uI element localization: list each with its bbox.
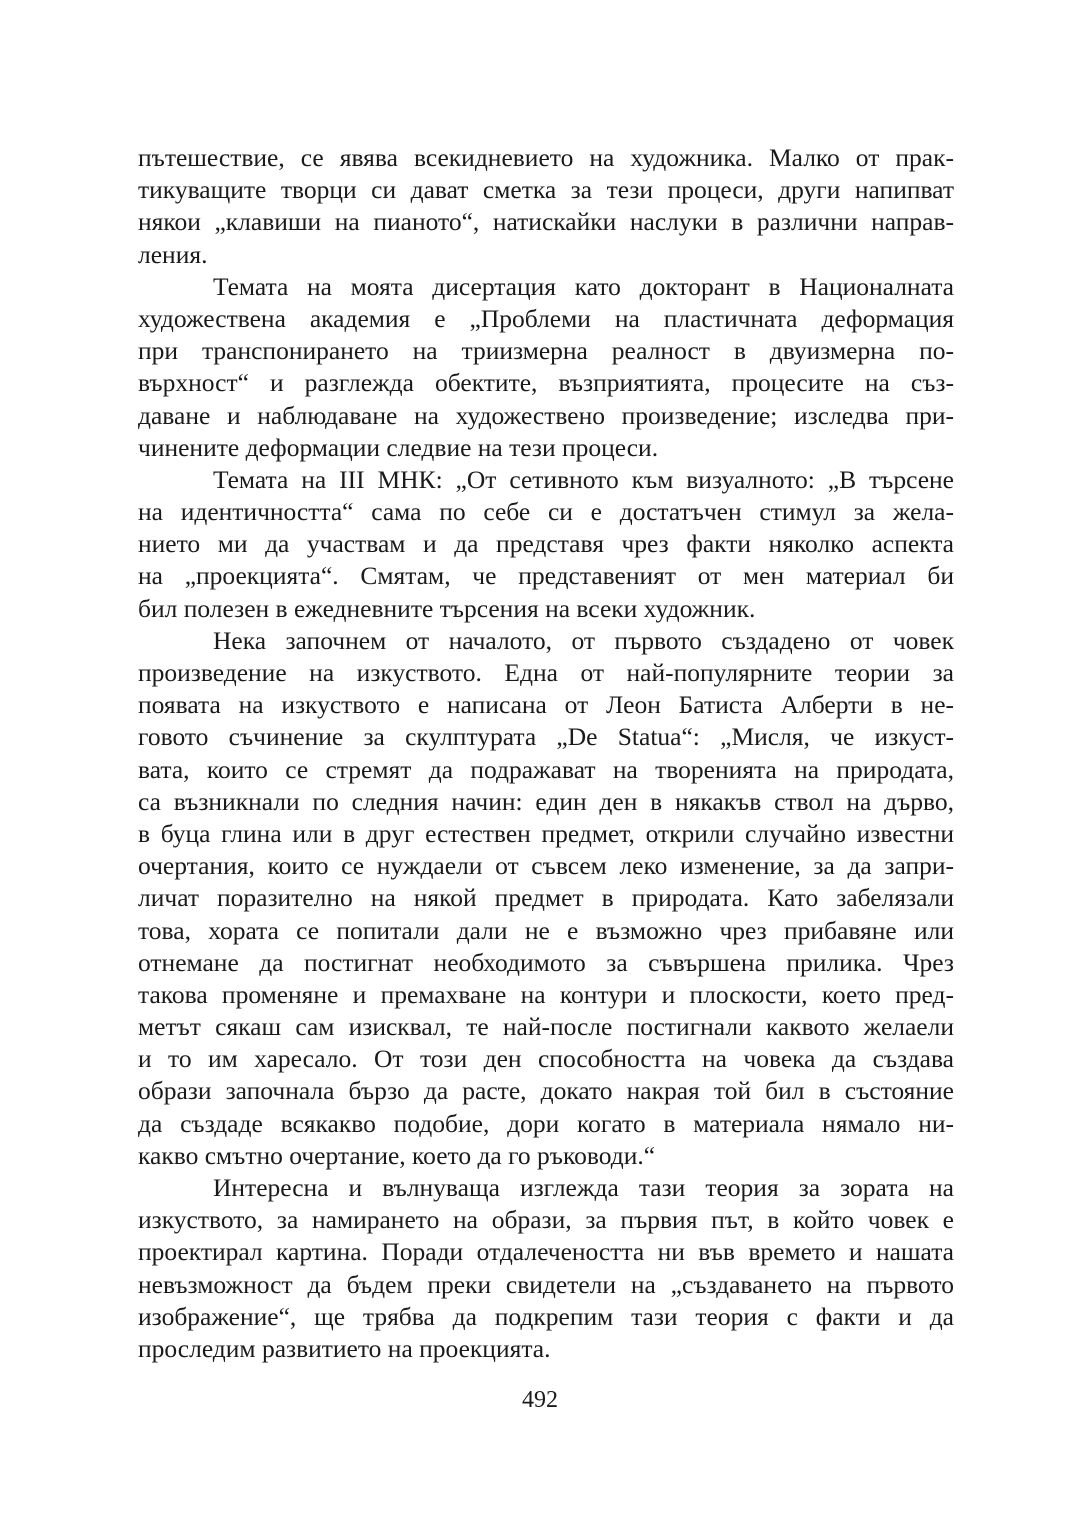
text-line: Интересна и вълнуваща изглежда тази теория за зората на (213, 1173, 954, 1202)
text-line: невъзможност да бъдем преки свидетели на „създаването на първото (138, 1269, 954, 1299)
text-line: тикуващите творци си дават сметка за тези процеси, други напипват (138, 175, 954, 205)
paragraph (138, 142, 954, 271)
text-line: отнемане да постигнат необходимото за съвършена прилика. Чрез (138, 947, 954, 977)
text-line: появата на изкуството е написана от Леон Батиста Алберти в не- (138, 690, 954, 720)
paragraph (138, 625, 954, 1172)
text-line: проектирал картина. Поради отдалечеността ни във времето и нашата (138, 1237, 954, 1267)
page-body (138, 142, 954, 1365)
text-line: пътешествие, се явява всекидневието на художника. Малко от прак- (138, 143, 954, 172)
text-line: такова променяне и премахване на контури и плоскости, което пред- (138, 979, 954, 1009)
text-line: някои „клавиши на пианото“, натискайки наслуки в различни направ- (138, 207, 954, 237)
paragraph (138, 271, 954, 464)
text-line: личат поразително на някой предмет в природата. Като забелязали (138, 883, 954, 913)
text-line: Темата на III МНК: „От сетивното към визуалното: „В търсене (213, 464, 954, 494)
paragraph (138, 1172, 954, 1365)
text-line: изкуството, за намирането на образи, за първия път, в който човек е (138, 1205, 954, 1235)
text-line: да създаде всякакво подобие, дори когато в материала нямало ни- (138, 1108, 954, 1138)
text-line: бил полезен в ежедневните търсения на всеки художник. (138, 593, 756, 623)
paragraph (138, 464, 954, 625)
text-line: са възникнали по следния начин: един ден в някакъв ствол на дърво, (138, 786, 954, 816)
text-line: и то им харесало. От този ден способността на човека да създава (138, 1044, 954, 1074)
text-line: в буца глина или в друг естествен предмет, открили случайно известни (138, 818, 954, 848)
text-line: даване и наблюдаване на художествено произведение; изследва при- (138, 400, 954, 430)
text-line: върхност“ и разглежда обектите, възприятията, процесите на съз- (138, 368, 954, 398)
text-line: ления. (138, 239, 208, 269)
text-line: вата, които се стремят да подражават на творенията на природата, (138, 754, 954, 784)
text-line: Нека започнем от началото, от първото създадено от човек (213, 625, 954, 655)
text-line: очертания, които се нуждаели от съвсем леко изменение, за да запри- (138, 851, 954, 881)
text-line: говото съчинение за скулптурата „De Statua“: „Мисля, че изкуст- (138, 722, 954, 752)
text-line: чинените деформации следвие на тези процеси. (138, 432, 659, 462)
text-line: това, хората се попитали дали не е възможно чрез прибавяне или (138, 915, 954, 945)
text-line: метът сякаш сам изисквал, те най-после постигнали каквото желаели (138, 1012, 954, 1042)
text-line: на идентичността“ сама по себе си е достатъчен стимул за жела- (138, 497, 954, 527)
text-line: какво смътно очертание, което да го ръководи.“ (138, 1140, 656, 1170)
text-line: изображение“, ще трябва да подкрепим тази теория с факти и да (138, 1301, 954, 1331)
text-line: при транспонирането на триизмерна реалност в двуизмерна по- (138, 336, 954, 366)
text-line: произведение на изкуството. Една от най-популярните теории за (138, 658, 954, 687)
text-line: нието ми да участвам и да представя чрез факти няколко аспекта (138, 529, 954, 559)
text-line: образи започнала бързо да расте, докато накрая той бил в състояние (138, 1076, 954, 1106)
text-line: на „проекцията“. Смятам, че представеният от мен материал би (138, 561, 954, 591)
page-number: 492 (522, 1387, 558, 1413)
text-line: художествена академия е „Проблеми на пластичната деформация (138, 303, 954, 333)
text-line: проследим развитието на проекцията. (138, 1333, 551, 1363)
text-line: Темата на моята дисертация като докторант в Националната (213, 271, 954, 301)
